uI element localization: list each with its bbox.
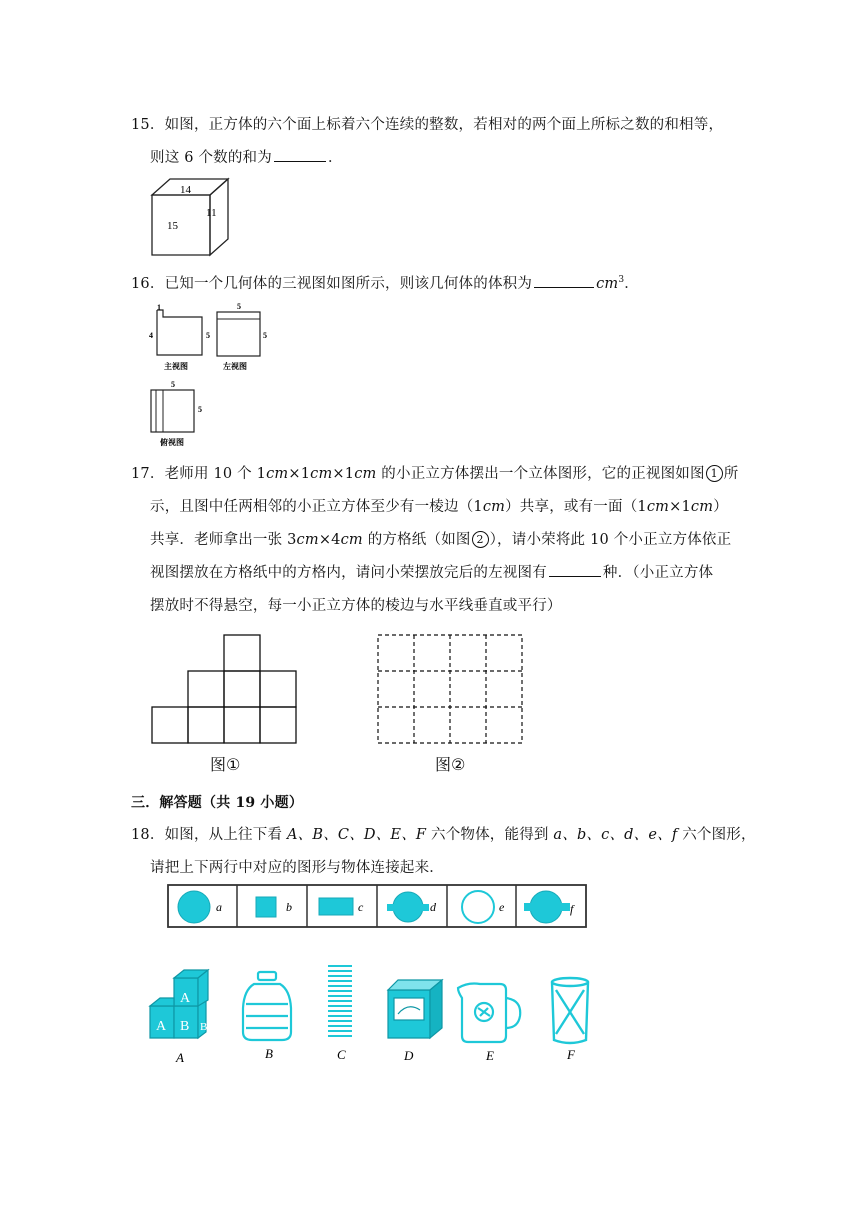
shape-b-square	[256, 897, 276, 917]
q17-line4: 视图摆放在方格纸中的方格内，请问小荣摆放完后的左视图有 种．（小正立方体	[150, 565, 714, 581]
top-view-label: 俯视图	[160, 438, 184, 447]
object-f-label: F	[567, 1047, 575, 1062]
top-view	[151, 380, 202, 447]
front-notch-label: 1	[157, 303, 161, 312]
q17-line1: 17．老师用 10 个 1cm×1cm×1cm 的小正立方体摆出一个立体图形，它的正视图如图 1 所	[131, 466, 739, 482]
q15-line2: 则这 6 个数的和为 ．	[150, 150, 343, 166]
answer-blank	[549, 575, 601, 577]
shape-d-label: d	[430, 900, 436, 914]
block-letter: B	[200, 1021, 208, 1033]
circled-number-1: 1	[706, 465, 723, 482]
shape-c-rectangle	[319, 898, 353, 915]
front-view-label: 主视图	[164, 362, 188, 371]
shape-e-ring	[462, 891, 494, 923]
object-b-bottle	[243, 972, 291, 1040]
figure-2-grid-paper	[376, 634, 526, 746]
left-view	[217, 302, 267, 371]
cube-side-label: 11	[206, 207, 217, 219]
shape-d-circle-with-tabs	[387, 892, 429, 922]
shape-b-label: b	[286, 900, 292, 914]
q17-line5: 摆放时不得悬空，每一小正立方体的棱边与水平线垂直或平行）	[150, 598, 562, 614]
block-letter: A	[156, 1019, 167, 1034]
top-right-label: 5	[198, 405, 202, 414]
q17-line2: 示，且图中任两相邻的小正立方体至少有一棱边（1cm）共享，或有一面（1cm×1cm）	[150, 499, 728, 515]
shape-f-label: f	[570, 902, 574, 916]
left-right-label: 5	[263, 331, 267, 340]
objects-row	[140, 958, 610, 1070]
cube-top-label: 14	[180, 184, 191, 196]
shape-a-label: a	[216, 900, 222, 914]
cube-front-label: 15	[167, 220, 178, 232]
three-views-figure	[145, 300, 275, 450]
shapes-strip	[166, 883, 590, 931]
block-letter: A	[180, 991, 191, 1006]
object-d-label: D	[404, 1048, 414, 1063]
shape-e-label: e	[499, 900, 505, 914]
shape-a-circle	[178, 891, 210, 923]
section-3-title: 三．解答题（共 19 小题）	[131, 795, 304, 811]
block-letter: B	[180, 1019, 190, 1034]
top-top-label: 5	[171, 380, 175, 389]
figure-1-front-view	[150, 634, 300, 746]
front-right-label: 5	[206, 331, 210, 340]
answer-blank	[534, 286, 594, 288]
object-c-label: C	[337, 1047, 346, 1062]
object-d-box	[388, 980, 442, 1038]
object-a-label: A	[176, 1050, 184, 1065]
object-e-pitcher	[458, 984, 520, 1043]
object-c-coil	[328, 966, 352, 1036]
cube-figure	[145, 175, 235, 260]
q16-line: 16．已知一个几何体的三视图如图所示，则该几何体的体积为 $cm^3$．	[131, 275, 639, 292]
figure-1-caption: 图①	[210, 755, 241, 774]
figure-2-caption: 图②	[435, 755, 466, 774]
object-b-label: B	[265, 1046, 273, 1061]
q17-line3: 共享．老师拿出一张 3cm×4cm 的方格纸（如图 2 ），请小荣将此 10 个小正立方体依正	[150, 532, 732, 548]
front-view	[149, 303, 210, 371]
front-left-label: 4	[149, 331, 153, 340]
circled-number-2: 2	[472, 531, 489, 548]
left-top-label: 5	[237, 302, 241, 311]
shape-c-label: c	[358, 900, 364, 914]
shape-f-circle-with-tabs	[524, 891, 570, 923]
q18-line1: 18．如图，从上往下看 A、B、C、D、E、F 六个物体，能得到 a、b、c、d、e、f 六个图形，	[131, 827, 756, 843]
q15-line1: 15．如图，正方体的六个面上标着六个连续的整数，若相对的两个面上所标之数的和相等，	[131, 117, 724, 133]
left-view-label: 左视图	[223, 362, 247, 371]
object-e-label: E	[486, 1048, 494, 1063]
answer-blank	[274, 160, 326, 162]
q18-line2: 请把上下两行中对应的图形与物体连接起来．	[150, 860, 444, 876]
object-f-glass	[552, 978, 588, 1043]
